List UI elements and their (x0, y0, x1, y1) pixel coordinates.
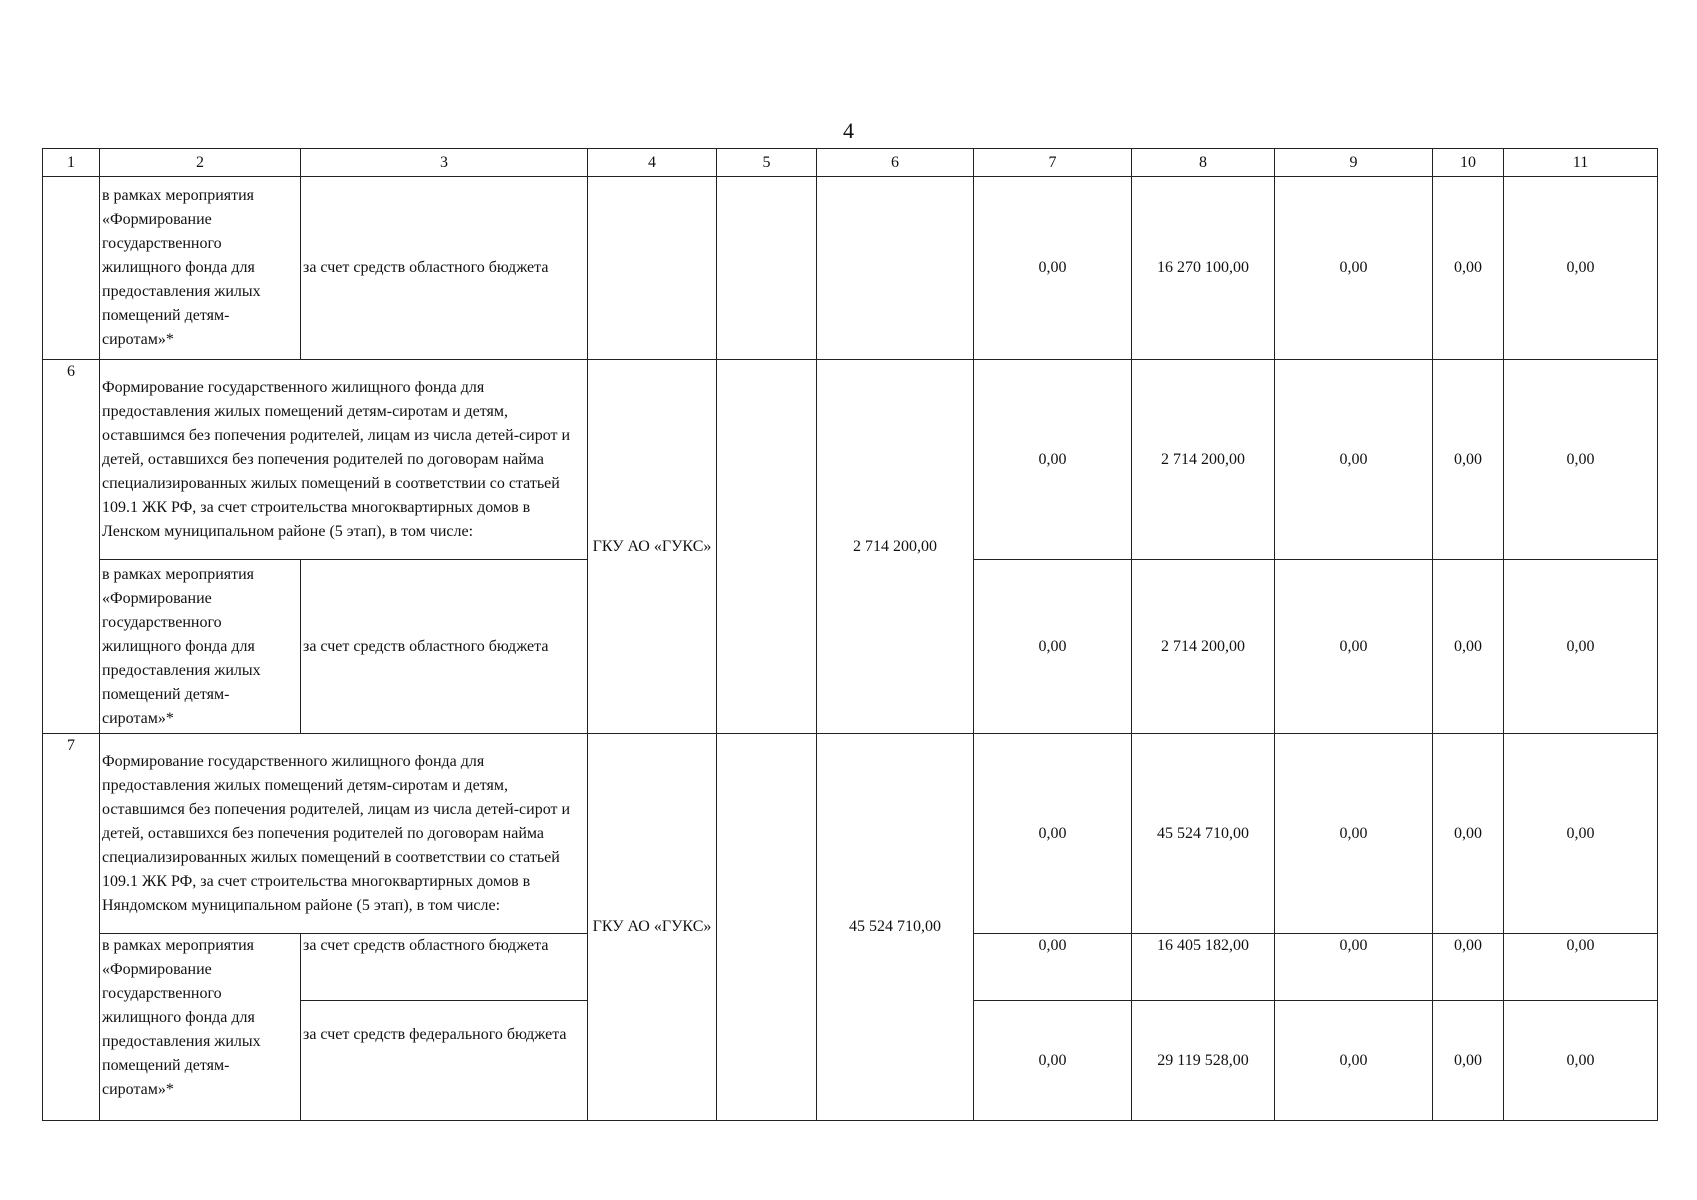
value-cell: 0,00 (1433, 734, 1504, 934)
column-number: 5 (717, 149, 817, 177)
value-cell: 16 270 100,00 (1132, 177, 1275, 360)
value-cell: 45 524 710,00 (1132, 734, 1275, 934)
row-number: 6 (43, 360, 100, 734)
value-cell: 0,00 (1433, 1001, 1504, 1121)
column-number: 1 (43, 149, 100, 177)
value-cell: 0,00 (974, 360, 1132, 560)
table-row (43, 360, 1658, 560)
funding-source: за счет средств областного бюджета (301, 560, 588, 734)
column-number: 8 (1132, 149, 1275, 177)
column-number: 10 (1433, 149, 1504, 177)
value-cell: 0,00 (974, 177, 1132, 360)
table-row (43, 734, 1658, 934)
column-number: 7 (974, 149, 1132, 177)
agency-cell: ГКУ АО «ГУКС» (588, 734, 717, 1121)
col5-cell (717, 177, 817, 360)
value-cell: 0,00 (974, 1001, 1132, 1121)
funding-source: за счет средств областного бюджета (301, 177, 588, 360)
value-cell: 0,00 (1275, 360, 1433, 560)
value-cell: 2 714 200,00 (1132, 360, 1275, 560)
program-table (42, 148, 1658, 1121)
value-cell: 0,00 (1275, 560, 1433, 734)
agency-cell: ГКУ АО «ГУКС» (588, 360, 717, 734)
row-number: 7 (43, 734, 100, 1121)
event-description: в рамках мероприятия «Формирование государственного жилищного фонда для предоставления жилых помещений детям-сиротам»* (100, 177, 301, 360)
col5-cell (717, 360, 817, 734)
value-cell: 0,00 (1504, 560, 1658, 734)
value-cell: 29 119 528,00 (1132, 1001, 1275, 1121)
column-number: 9 (1275, 149, 1433, 177)
value-cell: 0,00 (1504, 360, 1658, 560)
event-description: в рамках мероприятия «Формирование государственного жилищного фонда для предоставления жилых помещений детям-сиротам»* (100, 560, 301, 734)
value-cell: 0,00 (1433, 360, 1504, 560)
page-number: 4 (843, 118, 854, 143)
col5-cell (717, 734, 817, 1121)
funding-source: за счет средств областного бюджета (301, 934, 588, 1001)
col6-cell (817, 177, 974, 360)
value-cell: 0,00 (1275, 934, 1433, 1001)
value-cell: 16 405 182,00 (1132, 934, 1275, 1001)
value-cell: 0,00 (1433, 177, 1504, 360)
column-number: 2 (100, 149, 301, 177)
table-row (43, 177, 1658, 360)
item-title: Формирование государственного жилищного фонда для предоставления жилых помещений детям-сиротам и детям, оставшимся без попечения родителей, лицам из числа детей-сирот и детей, оставшихся без попечения родителей по договорам найма специализированных жилых помещений в соответствии со статьей 109.1 ЖК РФ, за счет строительства многоквартирных домов в Ленском муниципальном районе (5 этап), в том числе: (100, 360, 588, 560)
value-cell: 2 714 200,00 (1132, 560, 1275, 734)
value-cell: 0,00 (1275, 734, 1433, 934)
value-cell: 0,00 (1275, 1001, 1433, 1121)
total-cost: 2 714 200,00 (817, 360, 974, 734)
column-number: 3 (301, 149, 588, 177)
row-number-cell (43, 177, 100, 360)
value-cell: 0,00 (974, 934, 1132, 1001)
column-number: 4 (588, 149, 717, 177)
value-cell: 0,00 (1433, 560, 1504, 734)
item-title: Формирование государственного жилищного фонда для предоставления жилых помещений детям-сиротам и детям, оставшимся без попечения родителей, лицам из числа детей-сирот и детей, оставшихся без попечения родителей по договорам найма специализированных жилых помещений в соответствии со статьей 109.1 ЖК РФ, за счет строительства многоквартирных домов в Няндомском муниципальном районе (5 этап), в том числе: (100, 734, 588, 934)
agency-cell (588, 177, 717, 360)
column-number-row (43, 149, 1658, 177)
value-cell: 0,00 (974, 734, 1132, 934)
value-cell: 0,00 (1504, 177, 1658, 360)
total-cost: 45 524 710,00 (817, 734, 974, 1121)
funding-source: за счет средств федерального бюджета (301, 1001, 588, 1121)
value-cell: 0,00 (1275, 177, 1433, 360)
value-cell: 0,00 (1504, 734, 1658, 934)
value-cell: 0,00 (1433, 934, 1504, 1001)
column-number: 11 (1504, 149, 1658, 177)
value-cell: 0,00 (1504, 1001, 1658, 1121)
column-number: 6 (817, 149, 974, 177)
value-cell: 0,00 (1504, 934, 1658, 1001)
value-cell: 0,00 (974, 560, 1132, 734)
event-description: в рамках мероприятия «Формирование государственного жилищного фонда для предоставления жилых помещений детям-сиротам»* (100, 934, 301, 1121)
